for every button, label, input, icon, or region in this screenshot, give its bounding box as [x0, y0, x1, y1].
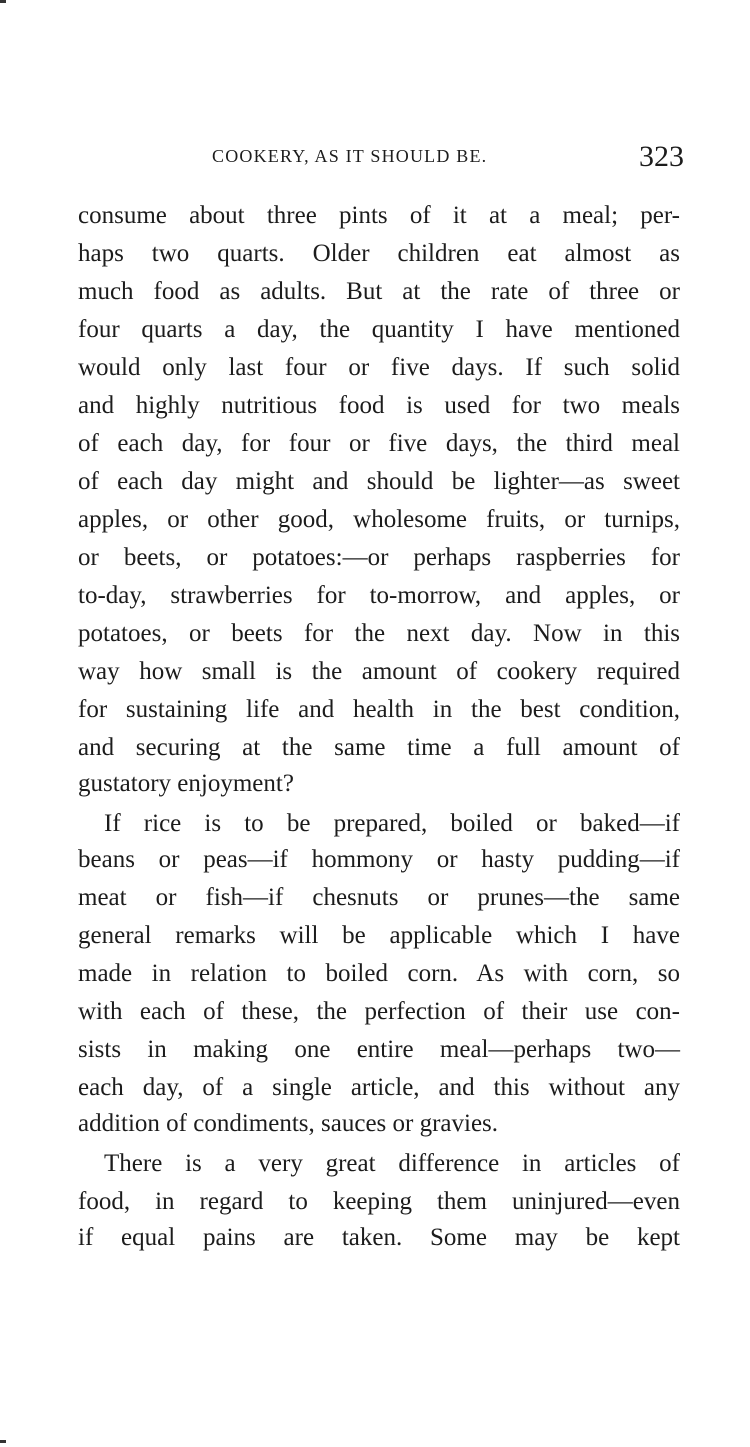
text-line: and securing at the same time a full amount of: [78, 734, 680, 761]
text-line: sists in making one entire meal—perhaps two—: [78, 1036, 680, 1063]
text-line: of each day might and should be lighter—as sweet: [78, 468, 680, 495]
scan-edge-mark: [0, 0, 6, 3]
text-line: addition of condiments, sauces or gravies.: [78, 1110, 499, 1137]
text-line: or beets, or potatoes:—or perhaps raspberries for: [78, 544, 680, 571]
text-line: potatoes, or beets for the next day. Now in this: [78, 620, 680, 647]
text-line: made in relation to boiled corn. As with corn, so: [78, 960, 680, 987]
text-line: to-day, strawberries for to-morrow, and apples, or: [78, 582, 680, 609]
text-line: for sustaining life and health in the best condition,: [78, 696, 680, 723]
text-line: haps two quarts. Older children eat almost as: [78, 240, 680, 267]
text-line: would only last four or five days. If such solid: [78, 354, 680, 381]
text-line: apples, or other good, wholesome fruits, or turnips,: [78, 506, 680, 533]
text-line: beans or peas—if hommony or hasty pudding—if: [78, 846, 680, 873]
text-line: gustatory enjoyment?: [78, 770, 294, 797]
text-line: There is a very great difference in articles of: [104, 1150, 680, 1177]
text-line: of each day, for four or five days, the third meal: [78, 430, 680, 457]
scan-edge-mark: [0, 1440, 6, 1443]
text-line: if equal pains are taken. Some may be kept: [78, 1224, 680, 1251]
text-line: much food as adults. But at the rate of three or: [78, 278, 680, 305]
text-line: four quarts a day, the quantity I have mentioned: [78, 316, 680, 343]
text-line: consume about three pints of it at a meal; per-: [78, 202, 680, 229]
text-line: general remarks will be applicable which I have: [78, 922, 680, 949]
text-line: and highly nutritious food is used for two meals: [78, 392, 680, 419]
running-head: [72, 140, 684, 180]
running-title: COOKERY, AS IT SHOULD BE.: [212, 146, 488, 166]
text-line: food, in regard to keeping them uninjured—even: [78, 1188, 680, 1215]
text-line: meat or fish—if chesnuts or prunes—the same: [78, 884, 680, 911]
text-line: each day, of a single article, and this without any: [78, 1074, 680, 1101]
text-line: way how small is the amount of cookery required: [78, 658, 680, 685]
text-line: with each of these, the perfection of their use con-: [78, 998, 680, 1025]
page-number: 323: [639, 140, 684, 173]
text-line: If rice is to be prepared, boiled or baked—if: [104, 810, 680, 837]
